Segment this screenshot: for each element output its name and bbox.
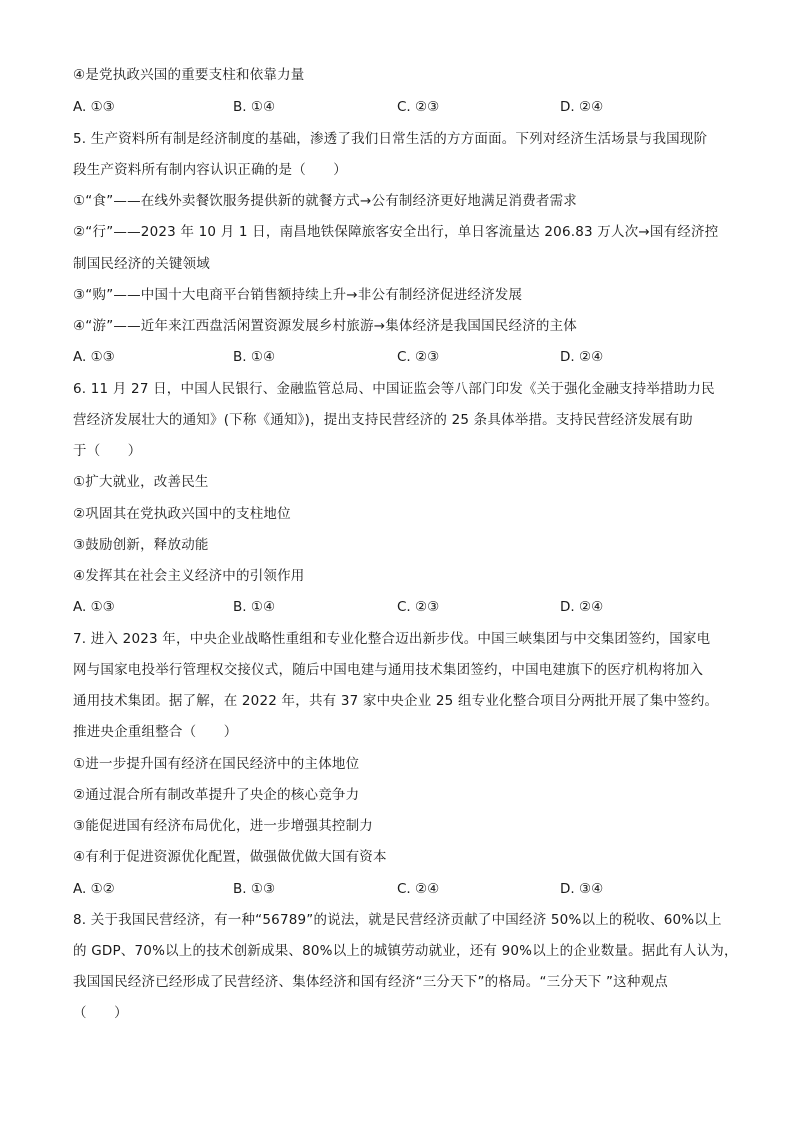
q8-stem-line-2: 的 GDP、70%以上的技术创新成果、80%以上的城镇劳动就业，还有 90%以上的企业数量。据此有人认为，	[73, 943, 738, 959]
q5-statement-2-line-2: 制国民经济的关键领域	[73, 256, 210, 272]
q7-option-d: D. ③④	[560, 881, 604, 897]
q5-options	[73, 347, 728, 367]
q6-option-a: A. ①③	[73, 599, 115, 615]
q6-option-b: B. ①④	[233, 599, 276, 615]
q7-options	[73, 879, 728, 899]
q8-stem-line-3: 我国国民经济已经形成了民营经济、集体经济和国有经济“三分天下”的格局。“三分天下 ”这种观点	[73, 974, 668, 990]
q7-statement-1: ①进一步提升国有经济在国民经济中的主体地位	[73, 756, 360, 772]
q7-option-a: A. ①②	[73, 881, 115, 897]
q5-option-b: B. ①④	[233, 349, 276, 365]
q4-option-b: B. ①④	[233, 99, 276, 115]
q7-stem-line-1: 7. 进入 2023 年，中央企业战略性重组和专业化整合迈出新步伐。中国三峡集团与中交集团签约，国家电	[73, 631, 711, 647]
q4-options	[73, 97, 728, 117]
q7-option-c: C. ②④	[397, 881, 440, 897]
q4-option-c: C. ②③	[397, 99, 440, 115]
q6-statement-1: ①扩大就业，改善民生	[73, 474, 209, 490]
q6-statement-3: ③鼓励创新，释放动能	[73, 537, 209, 553]
q7-stem-line-2: 网与国家电投举行管理权交接仪式，随后中国电建与通用技术集团签约，中国电建旗下的医疗机构将加入	[73, 662, 704, 678]
q8-stem-line-4: （ ）	[73, 1005, 128, 1021]
q6-option-c: C. ②③	[397, 599, 440, 615]
q5-stem-line-1: 5. 生产资料所有制是经济制度的基础，渗透了我们日常生活的方方面面。下列对经济生活场景与我国现阶	[73, 131, 708, 147]
q7-statement-2: ②通过混合所有制改革提升了央企的核心竞争力	[73, 787, 360, 803]
q5-option-a: A. ①③	[73, 349, 115, 365]
q7-statement-3: ③能促进国有经济布局优化，进一步增强其控制力	[73, 818, 374, 834]
q7-stem-line-3: 通用技术集团。据了解，在 2022 年，共有 37 家中央企业 25 组专业化整合项目分两批开展了集中签约。	[73, 693, 719, 709]
q5-option-d: D. ②④	[560, 349, 604, 365]
q6-options	[73, 597, 728, 617]
q7-option-b: B. ①③	[233, 881, 276, 897]
q5-option-c: C. ②③	[397, 349, 440, 365]
q5-statement-2-line-1: ②“行”——2023 年 10 月 1 日，南昌地铁保障旅客安全出行，单日客流量达 206.83 万人次→国有经济控	[73, 224, 719, 240]
q6-stem-line-1: 6. 11 月 27 日，中国人民银行、金融监管总局、中国证监会等八部门印发《关于强化金融支持举措助力民	[73, 381, 715, 397]
q6-stem-line-2: 营经济发展壮大的通知》(下称《通知》)，提出支持民营经济的 25 条具体举措。支持民营经济发展有助	[73, 412, 693, 428]
q5-statement-3: ③“购”——中国十大电商平台销售额持续上升→非公有制经济促进经济发展	[73, 287, 523, 303]
q7-stem-line-4: 推进央企重组整合（ ）	[73, 724, 238, 740]
q8-stem-line-1: 8. 关于我国民营经济，有一种“56789”的说法，就是民营经济贡献了中国经济 50%以上的税收、60%以上	[73, 912, 722, 928]
q5-statement-1: ①“食”——在线外卖餐饮服务提供新的就餐方式→公有制经济更好地满足消费者需求	[73, 193, 578, 209]
q4-option-a: A. ①③	[73, 99, 115, 115]
q7-statement-4: ④有利于促进资源优化配置，做强做优做大国有资本	[73, 849, 387, 865]
q4-option-d: D. ②④	[560, 99, 604, 115]
q6-option-d: D. ②④	[560, 599, 604, 615]
q6-statement-2: ②巩固其在党执政兴国中的支柱地位	[73, 506, 291, 522]
q5-stem-line-2: 段生产资料所有制内容认识正确的是（ ）	[73, 162, 347, 178]
q6-statement-4: ④发挥其在社会主义经济中的引领作用	[73, 568, 305, 584]
q5-statement-4: ④“游”——近年来江西盘活闲置资源发展乡村旅游→集体经济是我国国民经济的主体	[73, 318, 578, 334]
q4-statement-4: ④是党执政兴国的重要支柱和依靠力量	[73, 67, 305, 83]
q6-stem-line-3: 于（ ）	[73, 443, 142, 459]
